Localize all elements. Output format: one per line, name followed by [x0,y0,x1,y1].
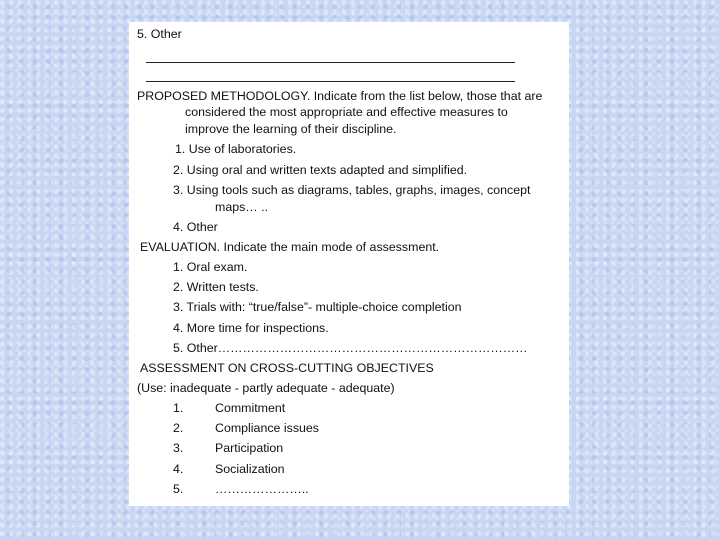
objective-number: 2. [173,421,184,435]
objective-number: 5. [173,482,184,496]
objective-label: Compliance issues [215,421,319,435]
cross-cutting-heading: ASSESSMENT ON CROSS-CUTTING OBJECTIVES [140,361,434,375]
objective-label: ………………….. [215,482,309,496]
objective-label: Socialization [215,462,285,476]
evaluation-heading: EVALUATION. Indicate the main mode of assessment. [140,240,440,254]
evaluation-item: 4. More time for inspections. [173,321,329,335]
evaluation-item: 3. Trials with: “true/false”- multiple-choice completion [173,300,462,314]
blank-answer-line [146,81,515,82]
objective-label: Participation [215,441,284,455]
methodology-intro: improve the learning of their discipline. [185,122,397,136]
methodology-item: 4. Other [173,220,218,234]
methodology-item: 2. Using oral and written texts adapted and simplified. [173,163,468,177]
methodology-intro: PROPOSED METHODOLOGY. Indicate from the list below, those that are [137,89,543,103]
evaluation-item: 2. Written tests. [173,280,259,294]
methodology-item: 1. Use of laboratories. [175,142,297,156]
methodology-item: maps… .. [215,200,269,214]
blank-answer-line [146,62,515,63]
objective-number: 4. [173,462,184,476]
objective-label: Commitment [215,401,286,415]
evaluation-item: 1. Oral exam. [173,260,248,274]
assessment-scale: (Use: inadequate - partly adequate - adequate) [137,381,395,395]
objective-number: 1. [173,401,184,415]
evaluation-item: 5. Other………………………………………………………………… [173,341,528,355]
objective-number: 3. [173,441,184,455]
other-heading: 5. Other [137,27,182,41]
methodology-item: 3. Using tools such as diagrams, tables, graphs, images, concept [173,183,531,197]
methodology-intro: considered the most appropriate and effective measures to [185,105,508,119]
document-page [129,22,569,506]
